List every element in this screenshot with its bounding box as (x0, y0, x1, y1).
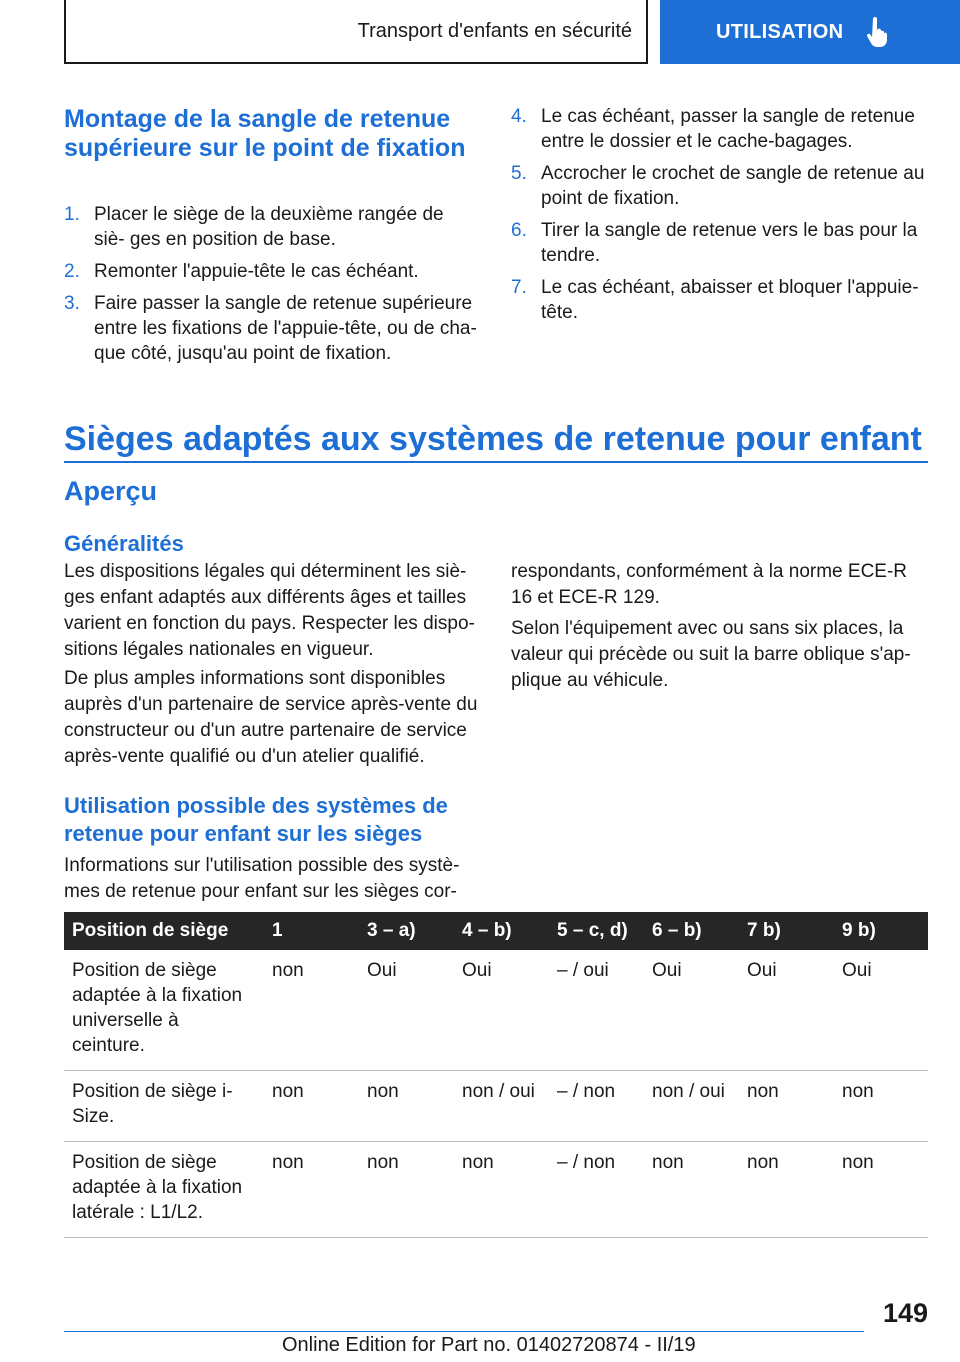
chapter-tab (660, 0, 960, 64)
table-cell: Position de siège i-Size. (64, 1071, 264, 1142)
chapter-label: UTILISATION (716, 20, 844, 43)
paragraph-equipment: Selon l'équipement avec ou sans six places, la valeur qui précède ou suit la barre oblique s'ap‐ plique au véhicule. (511, 618, 911, 691)
table-cell: Oui (454, 950, 549, 1071)
seat-table (64, 912, 928, 1238)
table-cell: non (644, 1142, 739, 1238)
table-cell: – / non (549, 1071, 644, 1142)
table-cell: non / oui (454, 1071, 549, 1142)
paragraph-legal: Les dispositions légales qui déterminent les siè‐ ges enfant adaptés aux différents âges et tailles varient en fonction du pays. Respecter les dispo‐ sitions légales nationales en vigueur. (64, 561, 475, 660)
overview-heading: Aperçu (64, 476, 158, 506)
table-cell: non (264, 950, 359, 1071)
general-heading: Généralités (64, 531, 184, 556)
table-header: 4 – b) (454, 912, 549, 950)
table-cell: non (454, 1142, 549, 1238)
table-header: Position de siège (64, 912, 264, 950)
table-cell: non (359, 1142, 454, 1238)
list-item: 6. Tirer la sangle de retenue vers le bas pour la tendre. (511, 220, 918, 266)
section-title: Transport d'enfants en sécurité (357, 19, 632, 42)
list-item: 4. Le cas échéant, passer la sangle de retenue entre le dossier et le cache-bagages. (511, 106, 915, 152)
table-header-row (64, 912, 928, 950)
table-cell: non (739, 1071, 834, 1142)
table-cell: – / non (549, 1142, 644, 1238)
usage-heading: Utilisation possible des systèmes de retenue pour enfant sur les sièges (64, 793, 448, 846)
section-title-main: Sièges adaptés aux systèmes de retenue pour enfant (64, 420, 922, 458)
list-item: 3. Faire passer la sangle de retenue supérieure entre les fixations de l'appuie-tête, ou de cha‐ que côté, jusqu'au point de fixation. (64, 293, 477, 364)
mount-steps-left (64, 202, 478, 373)
table-cell: non (264, 1142, 359, 1238)
table-header: 5 – c, d) (549, 912, 644, 950)
running-header (64, 0, 648, 64)
table-cell: non (264, 1071, 359, 1142)
table-cell: non (359, 1071, 454, 1142)
table-cell: Position de siège adaptée à la fixation latérale : L1/L2. (64, 1142, 264, 1238)
table-cell: non (739, 1142, 834, 1238)
table-header: 6 – b) (644, 912, 739, 950)
table-header: 7 b) (739, 912, 834, 950)
edition-note: Online Edition for Part no. 01402720874 - II/19 (282, 1334, 696, 1356)
table-cell: – / oui (549, 950, 644, 1071)
mount-steps-right (511, 104, 931, 332)
hand-pointer-icon (865, 17, 889, 47)
paragraph-info: De plus amples informations sont disponibles auprès d'un partenaire de service après-vente du constructeur ou d'un autre partenaire de service après-vente qualifié ou d'un atelier qualifié. (64, 668, 478, 767)
table-row (64, 1142, 928, 1238)
footer-rule (64, 1331, 864, 1332)
table-header: 3 – a) (359, 912, 454, 950)
mount-title: Montage de la sangle de retenue supérieure sur le point de fixation (64, 105, 466, 162)
list-item: 7. Le cas échéant, abaisser et bloquer l'appuie- tête. (511, 277, 919, 323)
list-item: 2. Remonter l'appuie-tête le cas échéant. (64, 261, 419, 282)
table-cell: non / oui (644, 1071, 739, 1142)
table-row (64, 950, 928, 1071)
table-cell: Oui (644, 950, 739, 1071)
table-header: 9 b) (834, 912, 928, 950)
table-row (64, 1071, 928, 1142)
table-cell: Oui (359, 950, 454, 1071)
paragraph-usage: Informations sur l'utilisation possible des systè‐ mes de retenue pour enfant sur les sièges cor‐ (64, 855, 460, 902)
table-cell: non (834, 1071, 928, 1142)
table-cell: non (834, 1142, 928, 1238)
table-header: 1 (264, 912, 359, 950)
paragraph-norm: respondants, conformément à la norme ECE-R 16 et ECE-R 129. (511, 561, 908, 608)
table-cell: Oui (834, 950, 928, 1071)
page-number: 149 (882, 1298, 928, 1328)
list-item: 5. Accrocher le crochet de sangle de retenue au point de fixation. (511, 163, 925, 209)
table-cell: Oui (739, 950, 834, 1071)
section-rule (64, 461, 928, 463)
table-cell: Position de siège adaptée à la fixation universelle à ceinture. (64, 950, 264, 1071)
list-item: 1. Placer le siège de la deuxième rangée de siè‐ ges en position de base. (64, 204, 444, 250)
